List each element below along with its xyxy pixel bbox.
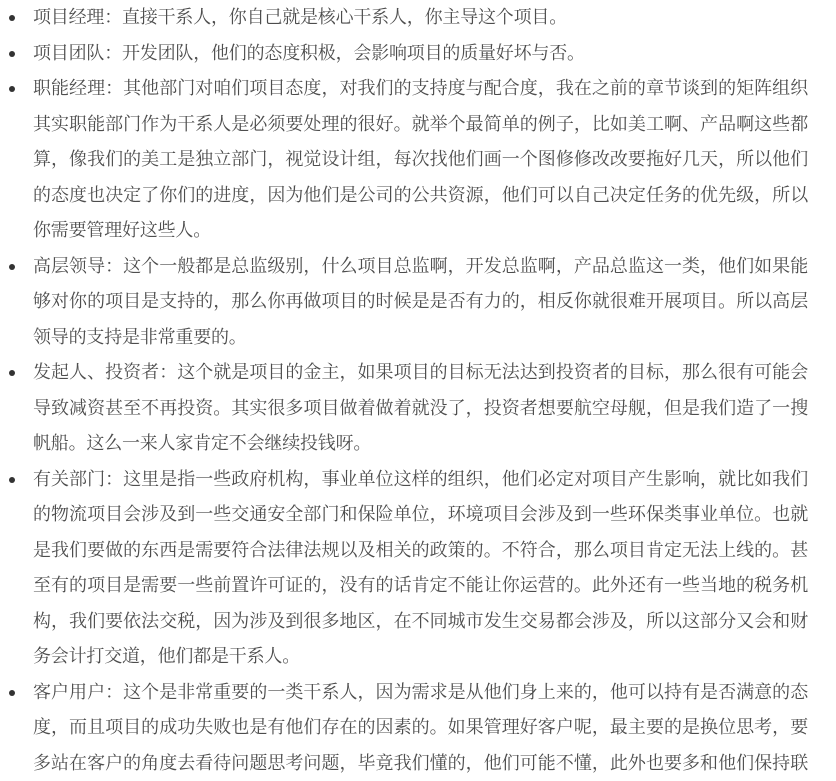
list-item: [0, 462, 808, 675]
bullet-icon: [9, 477, 15, 483]
list-item: [0, 675, 808, 781]
text-line: 度，而且项目的成功失败也是有他们存在的因素的。如果管理好客户呢，最主要的是换位思考，要: [33, 710, 808, 746]
text-line: 的物流项目会涉及到一些交通安全部门和保险单位，环境项目会涉及到一些环保类事业单位。也就: [33, 497, 808, 533]
text-line: 务会计打交道，他们都是干系人。: [33, 639, 808, 675]
text-line: 导致减资甚至不再投资。其实很多项目做着做着就没了，投资者想要航空母舰，但是我们造了一搜: [33, 391, 808, 427]
text-line: 项目经理：直接干系人，你自己就是核心干系人，你主导这个项目。: [33, 0, 808, 36]
text-line: 至有的项目是需要一些前置许可证的，没有的话肯定不能让你运营的。此外还有一些当地的税务机: [33, 568, 808, 604]
bullet-icon: [9, 51, 15, 57]
text-line: 构，我们要依法交税，因为涉及到很多地区，在不同城市发生交易都会涉及，所以这部分又会和财: [33, 604, 808, 640]
text-line: 项目团队：开发团队，他们的态度积极，会影响项目的质量好坏与否。: [33, 36, 808, 72]
text-line: 有关部门：这里是指一些政府机构，事业单位这样的组织，他们必定对项目产生影响，就比如我们: [33, 462, 808, 498]
text-line: 其实职能部门作为干系人是必须要处理的很好。就举个最简单的例子，比如美工啊、产品啊这些都: [33, 107, 808, 143]
list-item: [0, 0, 808, 36]
text-line: 你需要管理好这些人。: [33, 213, 808, 249]
list-item: [0, 71, 808, 249]
text-line: 的态度也决定了你们的进度，因为他们是公司的公共资源，他们可以自己决定任务的优先级，所以: [33, 178, 808, 214]
text-line: 客户用户：这个是非常重要的一类干系人，因为需求是从他们身上来的，他可以持有是否满意的态: [33, 675, 808, 711]
text-line: 算，像我们的美工是独立部门，视觉设计组，每次找他们画一个图修修改改要拖好几天，所以他们: [33, 142, 808, 178]
list-item: [0, 36, 808, 72]
bullet-icon: [9, 15, 15, 21]
text-line: 领导的支持是非常重要的。: [33, 320, 808, 356]
text-line: 多站在客户的角度去看待问题思考问题，毕竟我们懂的，他们可能不懂，此外也要多和他们保持联: [33, 746, 808, 781]
bullet-icon: [9, 264, 15, 270]
text-line: 职能经理：其他部门对咱们项目态度，对我们的支持度与配合度，我在之前的章节谈到的矩阵组织: [33, 71, 808, 107]
bullet-icon: [9, 86, 15, 92]
list-item: [0, 355, 808, 462]
text-line: 是我们要做的东西是需要符合法律法规以及相关的政策的。不符合，那么项目肯定无法上线的。甚: [33, 533, 808, 569]
text-line: 帆船。这么一来人家肯定不会继续投钱呀。: [33, 426, 808, 462]
text-line: 高层领导：这个一般都是总监级别，什么项目总监啊，开发总监啊，产品总监这一类，他们如果能: [33, 249, 808, 285]
bullet-icon: [9, 370, 15, 376]
list-item: [0, 249, 808, 356]
text-line: 够对你的项目是支持的，那么你再做项目的时候是是否有力的，相反你就很难开展项目。所以高层: [33, 284, 808, 320]
bullet-icon: [9, 690, 15, 696]
text-line: 发起人、投资者：这个就是项目的金主，如果项目的目标无法达到投资者的目标，那么很有可能会: [33, 355, 808, 391]
